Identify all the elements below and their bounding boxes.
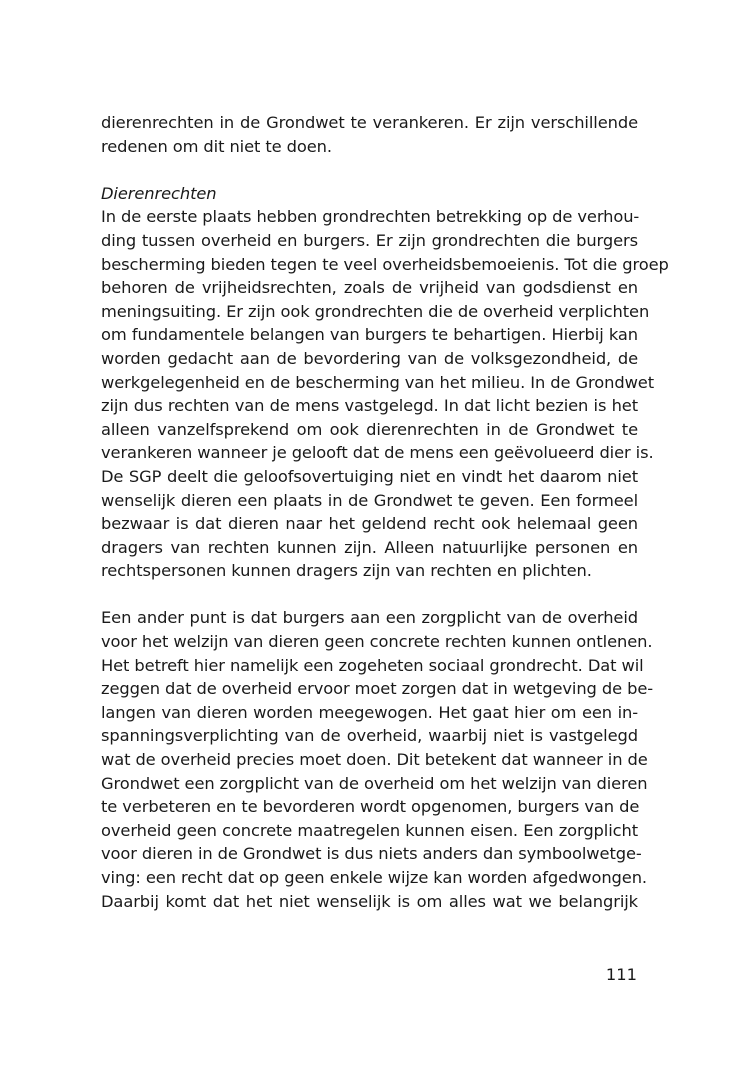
text-line: zeggen dat de overheid ervoor moet zorgen dat in wetgeving de be- bbox=[101, 679, 654, 699]
text-line: meningsuiting. Er zijn ook grondrechten die de overheid verplichten bbox=[101, 301, 650, 321]
text-line: dierenrechten in de Grondwet te verankeren. Er zijn verschillende bbox=[101, 113, 638, 132]
text-line: bezwaar is dat dieren naar het geldend recht ook helemaal geen bbox=[101, 514, 638, 534]
text-line: behoren de vrijheidsrechten, zoals de vrijheid van godsdienst en bbox=[101, 278, 638, 298]
page-number: 111 bbox=[605, 965, 637, 984]
text-line: wat de overheid precies moet doen. Dit betekent dat wanneer in de bbox=[101, 750, 648, 770]
blank-line bbox=[101, 583, 638, 607]
text-line: In de eerste plaats hebben grondrechten betrekking op de verhou- bbox=[101, 207, 640, 227]
text-line: rechtspersonen kunnen dragers zijn van rechten en plichten. bbox=[101, 561, 592, 581]
text-line: voor dieren in de Grondwet is dus niets anders dan symboolwetge- bbox=[101, 844, 642, 864]
text-line: ving: een recht dat op geen enkele wijze kan worden afgedwongen. bbox=[101, 868, 647, 887]
text-line: werkgelegenheid en de bescherming van het milieu. In de Grondwet bbox=[101, 372, 654, 392]
text-line: spanningsverplichting van de overheid, waarbij niet is vastgelegd bbox=[101, 726, 638, 746]
text-line: voor het welzijn van dieren geen concrete rechten kunnen ontlenen. bbox=[101, 632, 653, 652]
text-line: worden gedacht aan de bevordering van de volksgezondheid, de bbox=[101, 348, 638, 368]
text-line: Een ander punt is dat burgers aan een zorgplicht van de overheid bbox=[101, 608, 638, 628]
text-line: dragers van rechten kunnen zijn. Alleen natuurlijke personen en bbox=[101, 537, 638, 557]
body-text bbox=[101, 111, 669, 913]
text-line: ding tussen overheid en burgers. Er zijn grondrechten die burgers bbox=[101, 230, 638, 250]
text-line: om fundamentele belangen van burgers te behartigen. Hierbij kan bbox=[101, 325, 638, 345]
text-line: overheid geen concrete maatregelen kunnen eisen. Een zorgplicht bbox=[101, 820, 638, 840]
text-line: Grondwet een zorgplicht van de overheid om het welzijn van dieren bbox=[101, 773, 648, 793]
text-line: De SGP deelt die geloofsovertuiging niet en vindt het daarom niet bbox=[101, 466, 638, 486]
text-line: Daarbij komt dat het niet wenselijk is om alles wat we belangrijk bbox=[101, 891, 638, 911]
text-line: zijn dus rechten van de mens vastgelegd. In dat licht bezien is het bbox=[101, 396, 638, 416]
text-line: verankeren wanneer je gelooft dat de mens een geëvolueerd dier is. bbox=[101, 443, 654, 463]
text-line: bescherming bieden tegen te veel overheidsbemoeienis. Tot die groep bbox=[101, 254, 669, 274]
text-line: redenen om dit niet te doen. bbox=[101, 136, 332, 156]
text-line: alleen vanzelfsprekend om ook dierenrechten in de Grondwet te bbox=[101, 419, 638, 439]
text-line: wenselijk dieren een plaats in de Grondwet te geven. Een formeel bbox=[101, 490, 638, 510]
text-line: Het betreft hier namelijk een zogeheten sociaal grondrecht. Dat wil bbox=[101, 655, 644, 675]
section-heading: Dierenrechten bbox=[101, 183, 217, 203]
text-line: te verbeteren en te bevorderen wordt opgenomen, burgers van de bbox=[101, 797, 640, 817]
text-line: langen van dieren worden meegewogen. Het gaat hier om een in- bbox=[101, 702, 638, 722]
blank-line bbox=[101, 158, 638, 182]
